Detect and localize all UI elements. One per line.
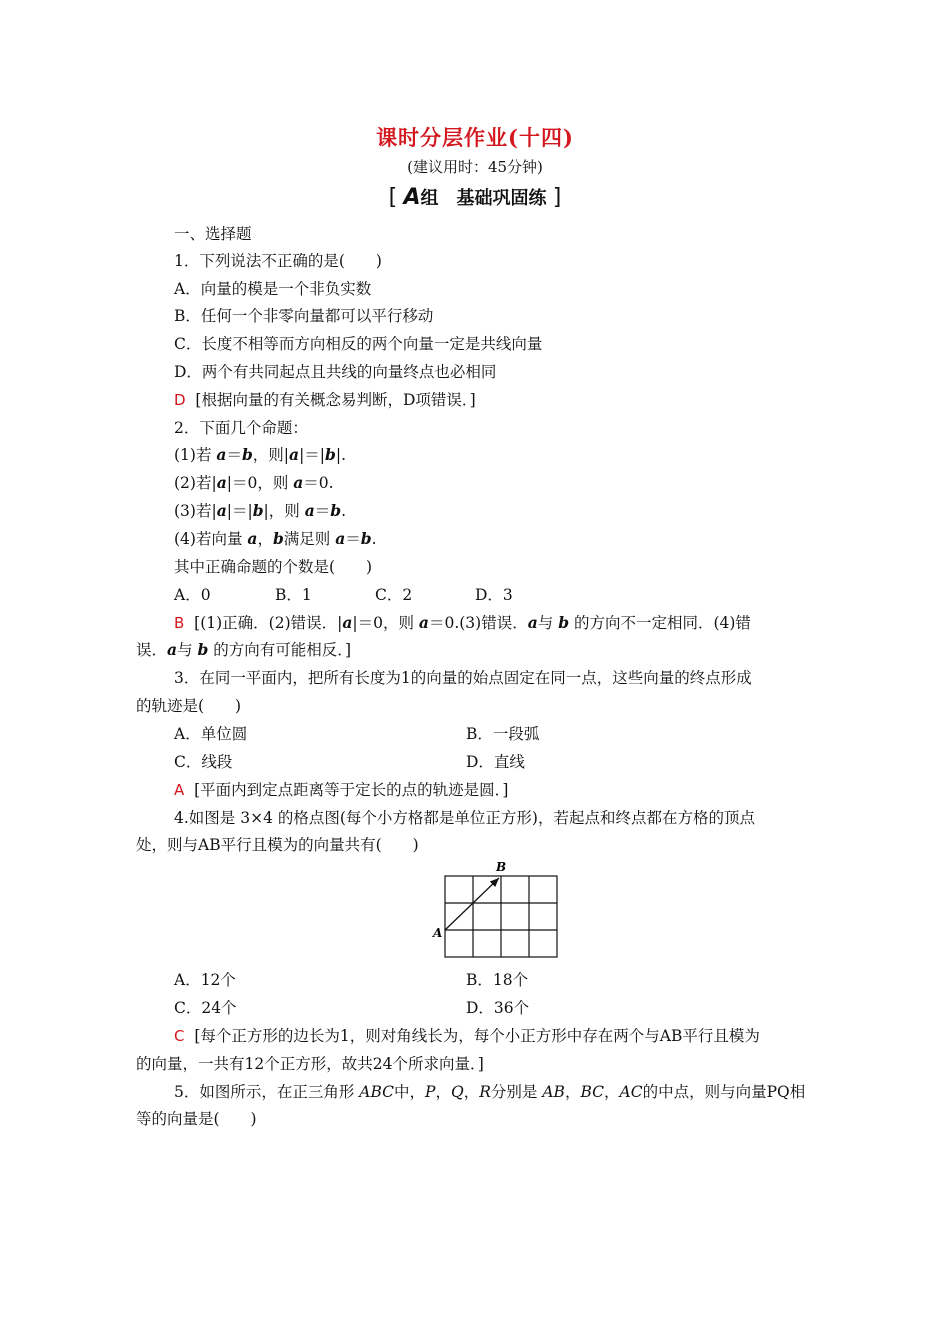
q4-option-c: C．24个: [174, 999, 237, 1017]
group-heading: [0, 184, 950, 210]
q4-stem-line-1: 4.如图是 3×4 的格点图(每个小方格都是单位正方形)，若起点和终点都在方格的顶点: [174, 809, 755, 827]
q1-option-b: B．任何一个非零向量都可以平行移动: [174, 307, 434, 325]
q2-explanation-line-2: 误．a与 b 的方向有可能相反．]: [136, 640, 352, 659]
grid-lines: [445, 876, 557, 957]
vector-ab-arrow: [445, 878, 499, 930]
q2-answer: B: [174, 614, 185, 632]
q3-option-d: D．直线: [466, 753, 525, 771]
q4-option-d: D．36个: [466, 999, 530, 1017]
page-title: 课时分层作业(十四): [376, 125, 574, 150]
section-heading: 一、选择题: [174, 225, 252, 243]
q2-option-d: D．3: [475, 586, 513, 604]
q3-option-c: C．线段: [174, 753, 233, 771]
q2-question: 其中正确命题的个数是( ): [174, 558, 373, 576]
q4-explanation-line-1: C [每个正方形的边长为1，则对角线长为，每个小正方形中存在两个与AB平行且模为: [174, 1027, 760, 1045]
q4-stem-line-2: 处，则与AB平行且模为的向量共有( ): [136, 836, 419, 854]
q3-explanation: [平面内到定点距离等于定长的点的轨迹是圆．]: [194, 781, 509, 799]
q1-option-d: D．两个有共同起点且共线的向量终点也必相同: [174, 363, 497, 381]
q2-proposition-3: (3)若|a|＝|b|，则 a＝b.: [174, 501, 347, 520]
q3-answer-line: [174, 780, 508, 800]
q1-answer-line: [174, 390, 476, 410]
point-a-label: A: [433, 926, 443, 940]
lattice-grid-figure: [430, 858, 570, 962]
left-bracket: [: [388, 185, 398, 210]
point-b-label: B: [496, 860, 507, 874]
q2-option-b: B．1: [275, 586, 312, 604]
q4-option-a: A．12个: [174, 971, 236, 989]
q5-stem-line-2: 等的向量是( ): [136, 1110, 257, 1128]
group-label: 组 基础巩固练: [420, 188, 547, 209]
q4-option-b: B．18个: [466, 971, 529, 989]
q3-stem-line-1: 3．在同一平面内，把所有长度为1的向量的始点固定在同一点，这些向量的终点形成: [174, 669, 752, 687]
q3-option-a: A．单位圆: [174, 725, 248, 743]
q3-option-b: B．一段弧: [466, 725, 540, 743]
lattice-grid-svg: [430, 858, 570, 962]
q2-proposition-2: (2)若|a|＝0，则 a＝0.: [174, 473, 334, 492]
q2-option-c: C．2: [375, 586, 413, 604]
q1-option-a: A．向量的模是一个非负实数: [174, 280, 372, 298]
q2-option-a: A．0: [174, 586, 211, 604]
q5-stem-line-1: 5．如图所示，在正三角形 ABC中，P，Q，R分别是 AB，BC，AC的中点，则与向量PQ相: [174, 1083, 806, 1101]
time-suggestion: (建议用时：45分钟): [407, 158, 543, 176]
q1-answer: D: [174, 391, 186, 409]
q2-explanation-line-1: B [(1)正确．(2)错误．|a|＝0，则 a＝0.(3)错误．a与 b 的方向不一定相同．(4)错: [174, 613, 751, 632]
q2-proposition-4: (4)若向量 a，b满足则 a＝b.: [174, 529, 377, 548]
q2-stem: 2．下面几个命题：: [174, 419, 308, 437]
group-letter: A: [403, 185, 421, 210]
q4-answer: C: [174, 1027, 185, 1045]
q4-explanation-line-2: 的向量，一共有12个正方形，故共24个所求向量．]: [136, 1055, 484, 1073]
q1-explanation: [根据向量的有关概念易判断，D项错误．]: [195, 391, 476, 409]
q2-proposition-1: (1)若 a＝b，则|a|＝|b|.: [174, 445, 347, 464]
q1-stem: 1．下列说法不正确的是( ): [174, 252, 382, 270]
right-bracket: ]: [552, 185, 562, 210]
q3-answer: A: [174, 781, 185, 799]
q3-stem-line-2: 的轨迹是( ): [136, 697, 242, 715]
q1-option-c: C．长度不相等而方向相反的两个向量一定是共线向量: [174, 335, 543, 353]
